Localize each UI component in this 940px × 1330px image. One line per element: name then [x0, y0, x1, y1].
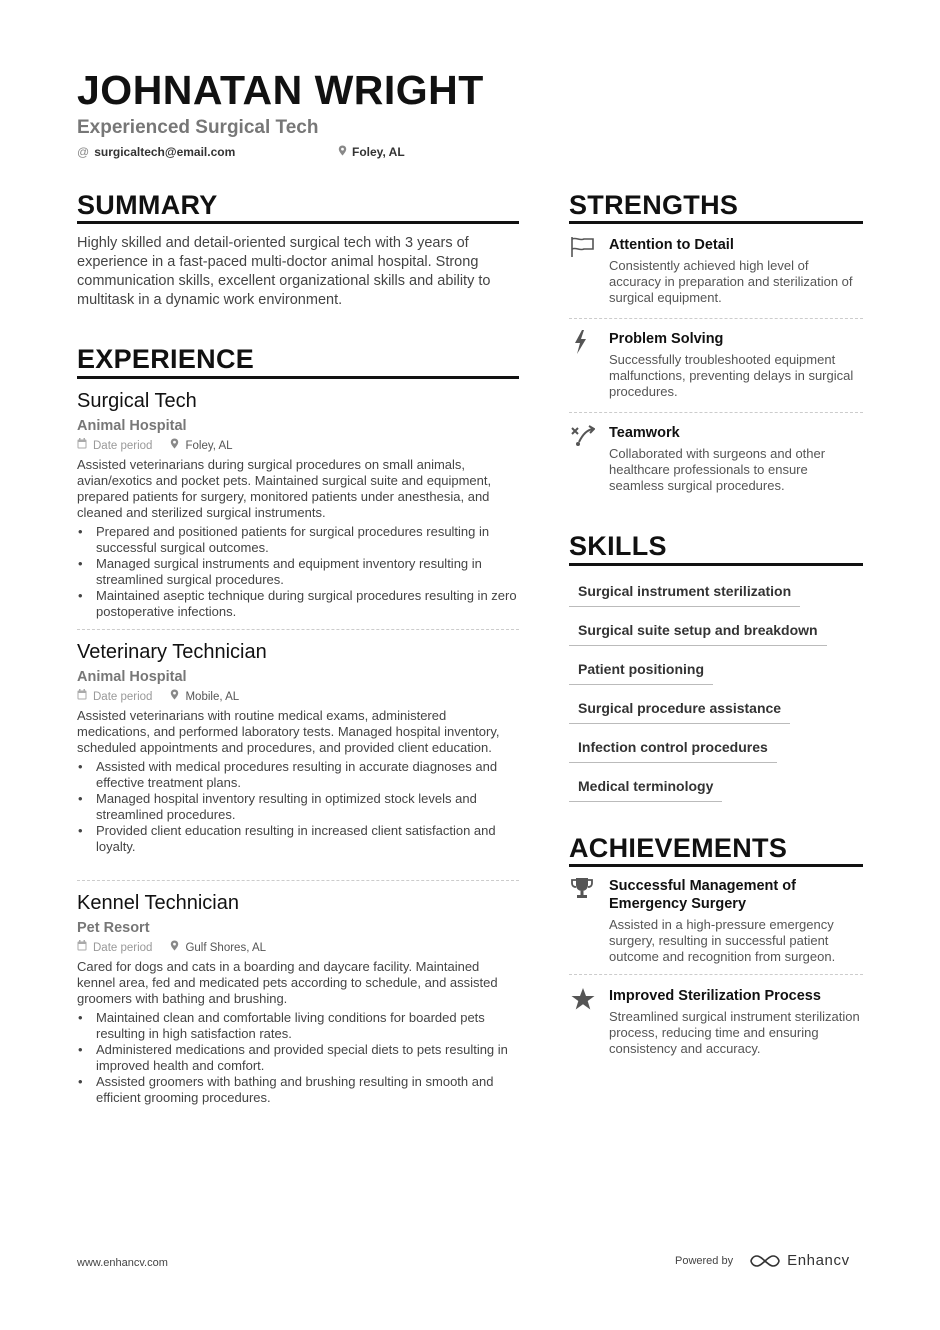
job-meta — [77, 438, 519, 454]
footer-brand — [675, 1252, 850, 1269]
experience-rule — [77, 376, 519, 379]
strength-item — [569, 330, 863, 400]
strength-description: Collaborated with surgeons and other healthcare professionals to ensure seamless surgical procedures. — [609, 446, 826, 493]
job-description: Assisted veterinarians during surgical procedures on small animals, avian/exotics and pocket pets. Maintained surgical suite and equipment, prepared patients for surgery, monitored patients under anesthesia, and cleaned and sterilized surgical instruments. — [77, 457, 492, 520]
achievement-title: Improved Sterilization Process — [609, 988, 821, 1004]
job-title: Kennel Technician — [77, 892, 239, 914]
strengths-heading: STRENGTHS — [569, 190, 739, 220]
job-bullets — [77, 759, 519, 855]
job-divider — [77, 629, 519, 630]
achievement-divider — [569, 974, 863, 975]
strength-item — [569, 424, 863, 494]
handshake-icon — [569, 424, 599, 448]
pin-icon — [170, 940, 179, 956]
job-bullet: • Assisted groomers with bathing and brushing resulting in smooth and efficient grooming procedures. — [77, 1074, 519, 1106]
strength-divider — [569, 412, 863, 413]
job-date: Date period — [93, 691, 153, 703]
job-bullet: • Prepared and positioned patients for surgical procedures resulting in successful surgical outcomes. — [77, 524, 519, 556]
job-location: Mobile, AL — [185, 691, 240, 703]
job-bullet: • Managed hospital inventory resulting in optimized stock levels and streamlined procedures. — [77, 791, 519, 823]
strength-title: Teamwork — [609, 425, 680, 441]
flag-icon — [569, 236, 599, 260]
calendar-icon — [77, 438, 87, 454]
job-title: Surgical Tech — [77, 390, 197, 412]
job-description: Cared for dogs and cats in a boarding and daycare facility. Maintained kennel area, fed and medicated pets according to schedule, and assisted groomers with bathing and brushing. — [77, 959, 498, 1006]
job-bullet: • Maintained aseptic technique during surgical procedures resulting in zero postoperative infections. — [77, 588, 519, 620]
candidate-name: JOHNATAN WRIGHT — [77, 67, 484, 113]
strengths-rule — [569, 221, 863, 224]
lightning-icon — [569, 330, 599, 354]
experience-item — [77, 639, 519, 855]
strength-title: Attention to Detail — [609, 237, 734, 253]
calendar-icon — [77, 689, 87, 705]
achievement-title: Successful Management of Emergency Surgery — [609, 878, 796, 912]
job-bullet: • Managed surgical instruments and equipment inventory resulting in streamlined surgical procedures. — [77, 556, 519, 588]
skill-tag: Surgical procedure assistance — [569, 699, 790, 724]
skill-tag: Infection control procedures — [569, 738, 777, 763]
skill-tag: Medical terminology — [569, 777, 722, 802]
trophy-icon — [569, 877, 599, 901]
job-location: Gulf Shores, AL — [185, 942, 267, 954]
job-bullets — [77, 524, 519, 620]
pin-icon — [338, 144, 347, 160]
footer-website[interactable]: www.enhancv.com — [77, 1257, 168, 1269]
achievement-description: Assisted in a high-pressure emergency surgery, resulting in successful patient outcome and recognition from surgeon. — [609, 917, 836, 964]
job-company: Pet Resort — [77, 920, 150, 936]
job-meta — [77, 940, 519, 956]
at-icon: @ — [77, 145, 90, 159]
job-bullet: • Administered medications and provided special diets to pets resulting in improved health and comfort. — [77, 1042, 519, 1074]
achievements-heading: ACHIEVEMENTS — [569, 833, 788, 863]
summary-rule — [77, 221, 519, 224]
contact-location — [338, 144, 405, 160]
brand-text: Enhancv — [787, 1252, 850, 1269]
experience-item — [77, 890, 519, 1106]
job-company: Animal Hospital — [77, 669, 187, 685]
pin-icon — [170, 689, 179, 705]
job-bullets — [77, 1010, 519, 1106]
strength-description: Successfully troubleshooted equipment malfunctions, preventing delays in surgical procedures. — [609, 352, 854, 399]
candidate-title: Experienced Surgical Tech — [77, 117, 319, 138]
job-meta — [77, 689, 519, 705]
achievement-description: Streamlined surgical instrument sterilization process, reducing time and ensuring consistency and accuracy. — [609, 1009, 860, 1056]
job-date: Date period — [93, 942, 153, 954]
skills-rule — [569, 563, 863, 566]
skill-tag: Surgical suite setup and breakdown — [569, 621, 827, 646]
strength-item — [569, 236, 863, 306]
strength-title: Problem Solving — [609, 331, 724, 347]
job-location: Foley, AL — [185, 440, 233, 452]
calendar-icon — [77, 940, 87, 956]
summary-text: Highly skilled and detail-oriented surgical tech with 3 years of experience in a fast-paced multi-doctor animal hospital. Strong communication skills, excellent organizational skills and ability to multitask in a dynamic work environment. — [77, 235, 491, 308]
job-title: Veterinary Technician — [77, 641, 267, 663]
achievements-rule — [569, 864, 863, 867]
experience-item — [77, 388, 519, 620]
job-description: Assisted veterinarians with routine medical exams, administered medications, and performed laboratory tests. Managed hospital inventory, scheduled appointments and procedures, and provided client education. — [77, 708, 500, 755]
star-icon — [569, 987, 599, 1011]
enhancv-logo[interactable] — [749, 1252, 850, 1269]
powered-by-text: Powered by — [675, 1254, 734, 1267]
achievement-item — [569, 877, 863, 965]
skills-heading: SKILLS — [569, 531, 667, 561]
location-text: Foley, AL — [352, 145, 405, 159]
job-company: Animal Hospital — [77, 418, 187, 434]
strength-divider — [569, 318, 863, 319]
achievement-item — [569, 987, 863, 1057]
infinity-icon — [749, 1253, 781, 1269]
job-date: Date period — [93, 440, 153, 452]
job-divider — [77, 880, 519, 881]
email-text: surgicaltech@email.com — [94, 145, 236, 159]
pin-icon — [170, 438, 179, 454]
skill-tag: Surgical instrument sterilization — [569, 582, 800, 607]
strength-description: Consistently achieved high level of accuracy in preparation and sterilization of surgical equipment. — [609, 258, 853, 305]
job-bullet: • Maintained clean and comfortable living conditions for boarded pets resulting in high satisfaction rates. — [77, 1010, 519, 1042]
experience-heading: EXPERIENCE — [77, 344, 255, 374]
job-bullet: • Provided client education resulting in increased client satisfaction and loyalty. — [77, 823, 519, 855]
skill-tag: Patient positioning — [569, 660, 713, 685]
summary-heading: SUMMARY — [77, 190, 218, 220]
job-bullet: • Assisted with medical procedures resulting in accurate diagnoses and effective treatment plans. — [77, 759, 519, 791]
contact-email[interactable] — [77, 144, 235, 160]
